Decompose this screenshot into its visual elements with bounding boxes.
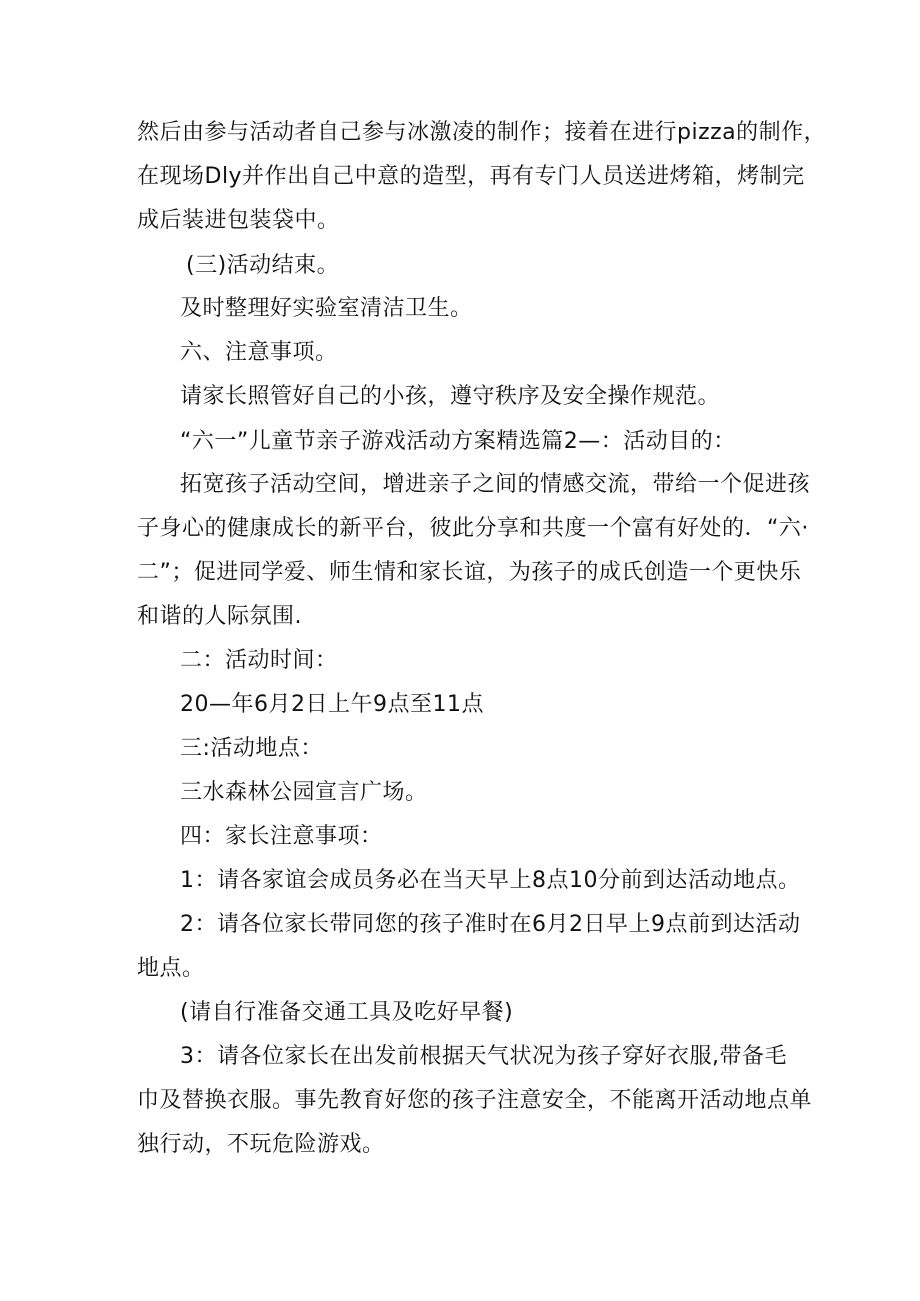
article-title: “六一”儿童节亲子游戏活动方案精选篇2—：活动目的： <box>180 429 736 454</box>
section-heading: 六、注意事项。 <box>180 340 338 365</box>
paragraph-line: 请家长照管好自己的小孩，遵守秩序及安全操作规范。 <box>180 384 721 409</box>
section-heading: 三:活动地点： <box>180 736 323 761</box>
paragraph-line: 三水森林公园宣言广场。 <box>180 780 428 805</box>
paragraph-line: 地点。 <box>137 956 205 981</box>
paragraph-line: 二”；促进同学爱、师生情和家长谊，为孩子的成氏创造一个更快乐 <box>137 560 802 585</box>
paragraph-line: 然后由参与活动者自己参与冰激凌的制作；接着在进行pizza的制作， <box>137 120 827 145</box>
paragraph-line: 拓宽孩子活动空间，增进亲子之间的情感交流，带给一个促进孩 <box>180 472 811 497</box>
paragraph-line: 成后装进包装袋中。 <box>137 208 340 233</box>
paragraph-line: 在现场Dly并作出自己中意的造型，再有专门人员送进烤箱，烤制完 <box>137 164 805 189</box>
list-item: 3：请各位家长在出发前根据天气状况为孩子穿好衣服,带备毛 <box>180 1044 787 1069</box>
paragraph-line: 20—年6月2日上午9点至11点 <box>180 692 484 717</box>
paragraph-line: 独行动，不玩危险游戏。 <box>137 1132 385 1157</box>
list-item: 2：请各位家长带同您的孩子准时在6月2日早上9点前到达活动 <box>180 912 801 937</box>
list-item: 1：请各家谊会成员务必在当天早上8点10分前到达活动地点。 <box>180 868 801 893</box>
paragraph-line: 及时整理好实验室清洁卫生。 <box>180 296 473 321</box>
paragraph-line: 子身心的健康成长的新平台，彼此分享和共度一个富有好处的．“六· <box>137 516 809 541</box>
section-heading: 二：活动时间： <box>180 648 338 673</box>
section-heading: (三)活动结束。 <box>186 253 340 278</box>
paragraph-line: 巾及替换衣服。事先教育好您的孩子注意安全，不能离开活动地点单 <box>137 1088 813 1113</box>
paragraph-line: 和谐的人际氛围. <box>137 604 302 629</box>
paragraph-line: (请自行准备交通工具及吃好早餐) <box>180 1000 514 1025</box>
section-heading: 四：家长注意事项： <box>180 824 383 849</box>
